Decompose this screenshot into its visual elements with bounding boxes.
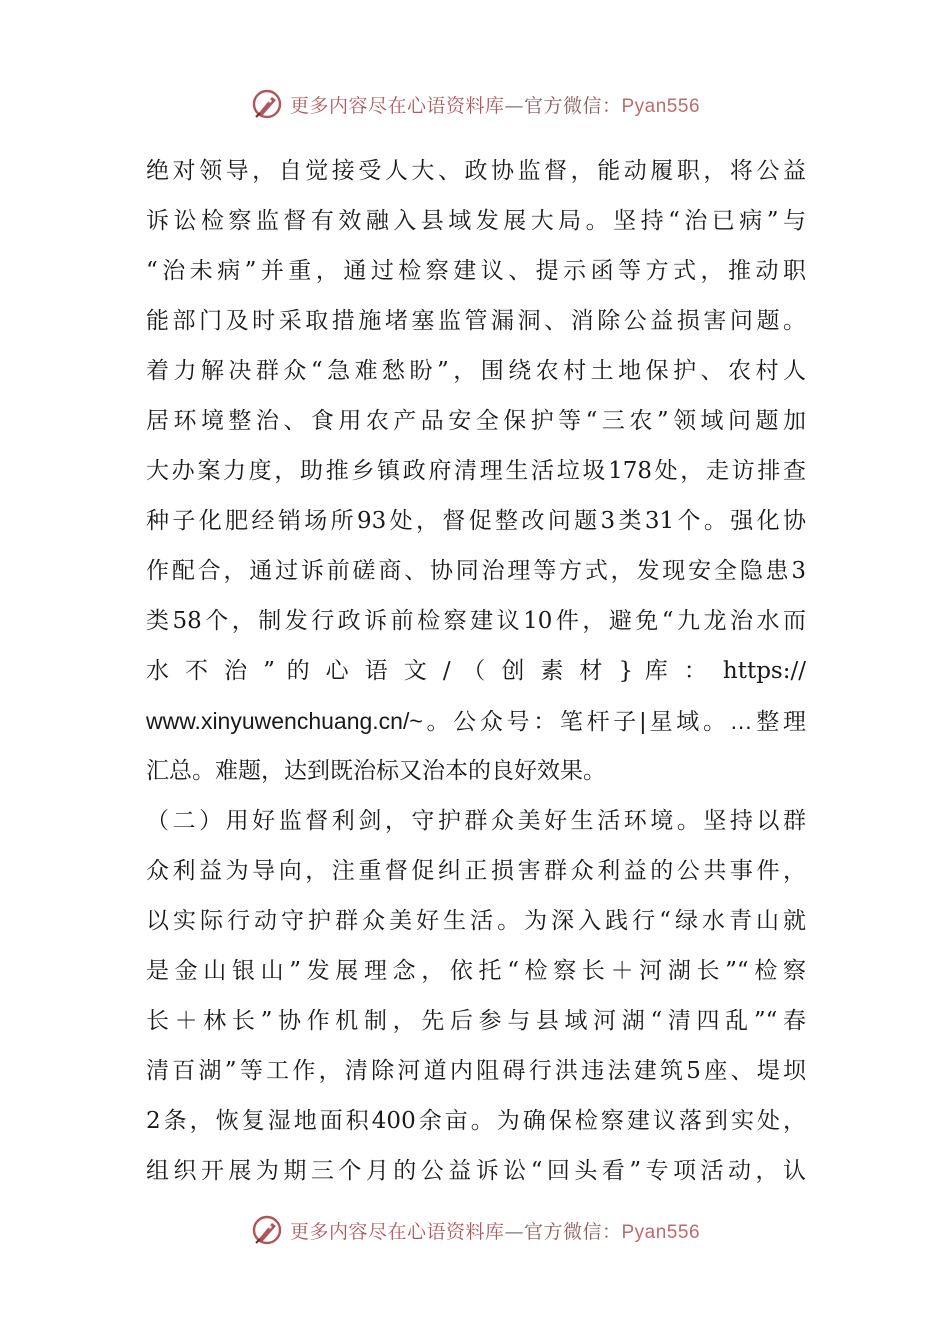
document-body xyxy=(146,146,806,1196)
text-line: 种子化肥经销场所93处，督促整改问题3类31个。强化协 xyxy=(146,508,806,534)
text-line: 诉讼检察监督有效融入县域发展大局。坚持“治已病”与 xyxy=(146,208,806,234)
section-heading-line: （二）用好监督利剑，守护群众美好生活环境。坚持以群 xyxy=(146,808,806,834)
text-line: 组织开展为期三个月的公益诉讼“回头看”专项活动，认 xyxy=(146,1158,806,1184)
watermark-text: 更多内容尽在心语资料库—官方微信：Pyan556 xyxy=(289,94,701,117)
pen-nib-logo-icon xyxy=(250,1213,284,1247)
url-text-line: www.xinyuwenchuang.cn/~。公众号：笔杆子|星域。…整理 xyxy=(146,708,806,734)
text-line: 是金山银山”发展理念，依托“检察长＋河湖长”“检察 xyxy=(146,958,806,984)
text-line: 居环境整治、食用农产品安全保护等“三农”领域问题加 xyxy=(146,408,806,434)
footer-watermark-banner xyxy=(0,1210,950,1250)
watermark-text: 更多内容尽在心语资料库—官方微信：Pyan556 xyxy=(289,1220,701,1243)
text-line: 大办案力度，助推乡镇政府清理生活垃圾178处，走访排查 xyxy=(146,458,806,484)
text-line: 着力解决群众“急难愁盼”，围绕农村土地保护、农村人 xyxy=(146,358,806,384)
paragraph-end-line: 汇总。难题，达到既治标又治本的良好效果。 xyxy=(146,758,606,784)
text-line: 清百湖”等工作，清除河道内阻碍行洪违法建筑5座、堤坝 xyxy=(146,1058,806,1084)
text-line: 水 不 治 ” 的 心 语 文 / （ 创 素 材 } 库 ： https:// xyxy=(146,658,806,684)
text-line: 长＋林长”协作机制，先后参与县域河湖“清四乱”“春 xyxy=(146,1008,806,1034)
header-watermark-banner xyxy=(0,84,950,124)
text-line: 能部门及时采取措施堵塞监管漏洞、消除公益损害问题。 xyxy=(146,308,806,334)
text-line: 众利益为导向，注重督促纠正损害群众利益的公共事件， xyxy=(146,858,806,884)
pen-nib-logo-icon xyxy=(250,87,284,121)
text-line: 类58个，制发行政诉前检察建议10件，避免“九龙治水而 xyxy=(146,608,806,634)
text-line: 绝对领导，自觉接受人大、政协监督，能动履职，将公益 xyxy=(146,158,806,184)
text-line: 作配合，通过诉前磋商、协同治理等方式，发现安全隐患3 xyxy=(146,558,806,584)
text-line: 2条，恢复湿地面积400余亩。为确保检察建议落到实处， xyxy=(146,1108,806,1134)
text-line: “治未病”并重，通过检察建议、提示函等方式，推动职 xyxy=(146,258,806,284)
text-line: 以实际行动守护群众美好生活。为深入践行“绿水青山就 xyxy=(146,908,806,934)
